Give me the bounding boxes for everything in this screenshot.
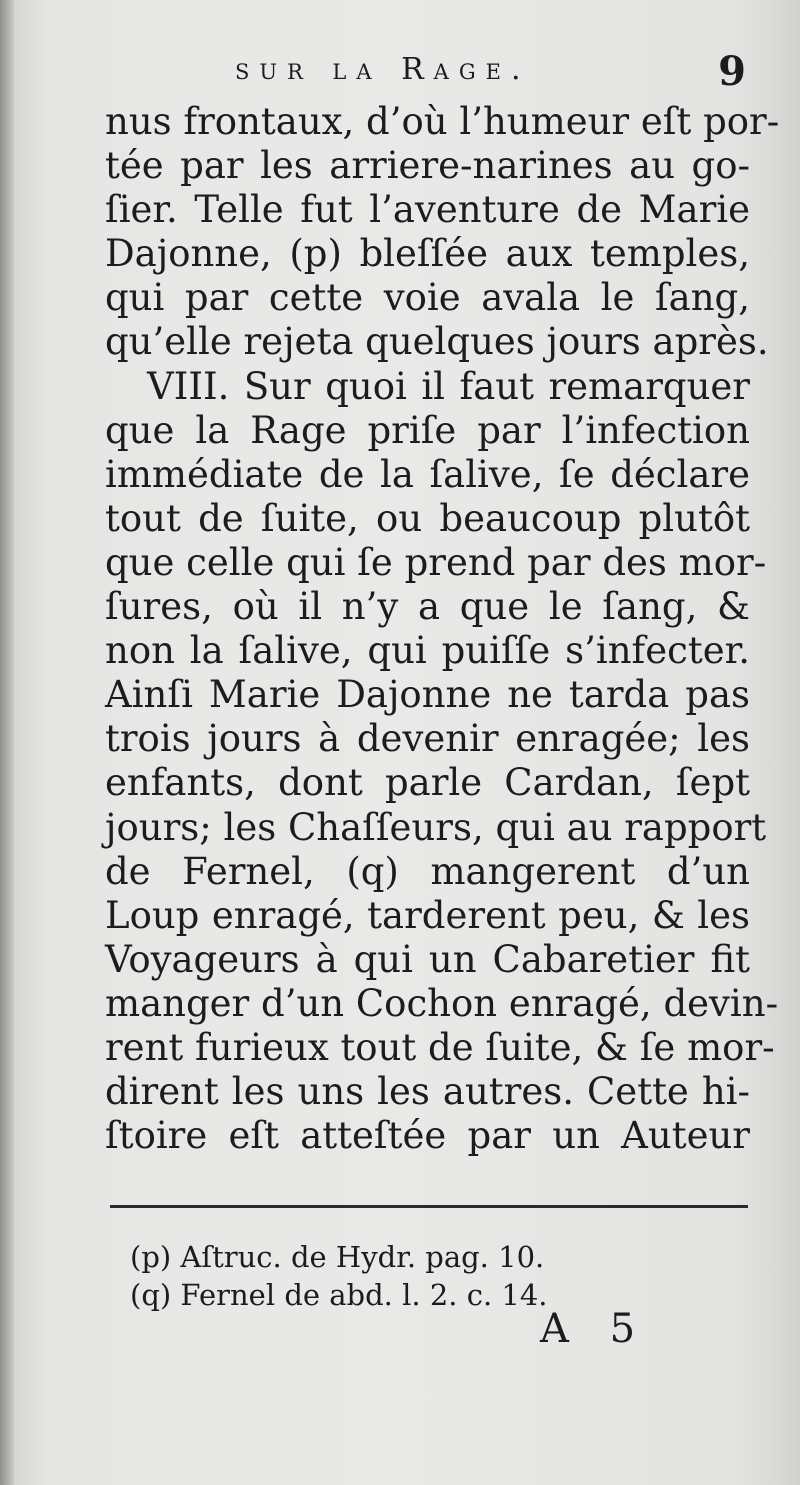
section-heading-line: VIII. Sur quoi il faut remarquer <box>147 364 750 408</box>
text-line: ſures, où il n’y a que le ſang, & <box>105 585 750 629</box>
running-title: sur la Rage. <box>235 52 531 87</box>
text-line: nus frontaux, d’où l’humeur eſt por- <box>105 100 780 143</box>
text-line: rent furieux tout de ſuite, & ſe mor- <box>105 1025 775 1069</box>
page-gutter-shadow <box>0 0 14 1485</box>
text-line: tée par les arriere-narines au go- <box>105 144 750 188</box>
footnote-rule <box>110 1205 748 1208</box>
footnote-mark: (p) <box>130 1240 172 1274</box>
footnote-mark: (q) <box>130 1278 172 1312</box>
footnote-text: Fernel de abd. l. 2. c. 14. <box>180 1278 548 1312</box>
text-line: non la ſalive, qui puiſſe s’infecter. <box>105 629 750 673</box>
text-line: manger d’un Cochon enragé, devin- <box>105 981 779 1025</box>
text-line: tout de ſuite, ou beaucoup plutôt <box>105 496 750 540</box>
text-line: Ainſi Marie Dajonne ne tarda pas <box>105 673 750 717</box>
text-line: que celle qui ſe prend par des mor- <box>105 540 767 584</box>
text-line: immédiate de la ſalive, ſe déclare <box>105 452 750 496</box>
text-line: dirent les uns les autres. Cette hi- <box>105 1070 750 1114</box>
text-line: trois jours à devenir enragée; les <box>105 717 750 761</box>
footnote-text: Aſtruc. de Hydr. pag. 10. <box>180 1240 545 1274</box>
page-number: 9 <box>718 48 746 95</box>
signature-mark: A 5 <box>540 1306 650 1352</box>
text-line: Loup enragé, tarderent peu, & les <box>105 893 750 937</box>
text-line: enfants, dont parle Cardan, ſept <box>105 761 750 805</box>
body-text <box>105 100 780 1158</box>
text-line: ſier. Telle fut l’aventure de Marie <box>105 188 750 232</box>
text-line: qu’elle rejeta quelques jours après. <box>105 320 769 364</box>
running-head <box>105 48 750 98</box>
text-line: que la Rage priſe par l’infection <box>105 408 750 452</box>
text-line: Voyageurs à qui un Cabaretier fit <box>105 937 750 981</box>
text-line: de Fernel, (q) mangerent d’un <box>105 849 750 893</box>
text-line: ſtoire eſt atteſtée par un Auteur <box>105 1114 750 1158</box>
footnotes <box>130 1238 730 1314</box>
footnote-p <box>130 1238 730 1276</box>
text-line: jours; les Chaſſeurs, qui au rapport <box>105 805 767 849</box>
text-line: Dajonne, (p) bleſſée aux temples, <box>105 232 750 276</box>
text-line: qui par cette voie avala le ſang, <box>105 276 750 320</box>
